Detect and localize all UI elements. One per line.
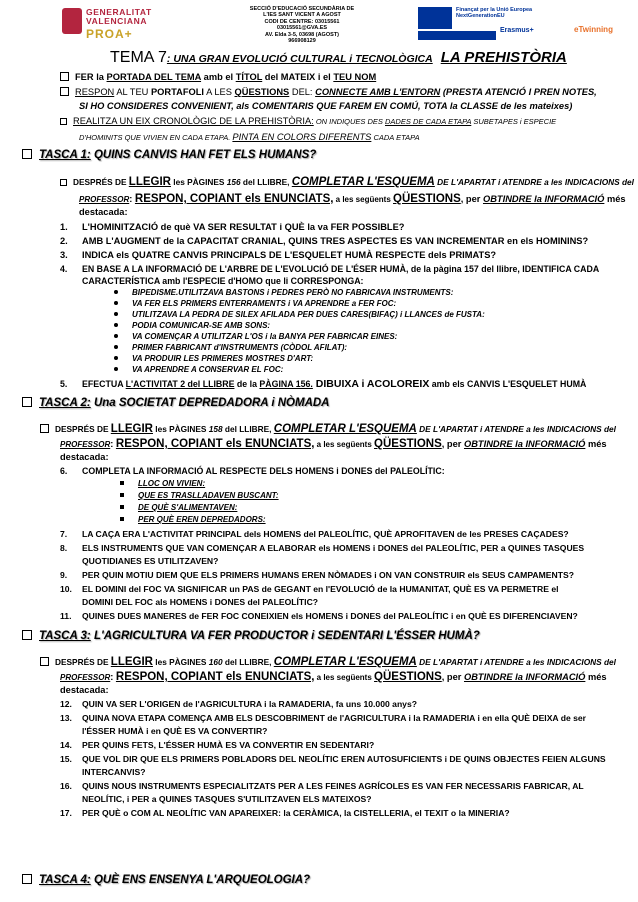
- task-2-instructions-2: PROFESSOR: RESPON, COPIANT els ENUNCIATS, a les següents QÜESTIONS, per OBTINDRE la INFORMACIÓ més: [60, 438, 607, 450]
- page-header: [0, 0, 638, 46]
- list-item: BIPEDISME.UTILITZAVA BASTONS i PEDRES PERÒ NO FABRICAVA INSTRUMENTS:: [114, 288, 453, 298]
- question-14: 14. PER QUINS FETS, L'ÉSSER HUMÀ ES VA CONVERTIR EN SEDENTARI?: [60, 740, 375, 750]
- task-3-heading: TASCA 3: L'AGRICULTURA VA FER PRODUCTOR i SEDENTARI L'ÉSSER HUMÀ?: [22, 630, 480, 642]
- checkbox-icon: [60, 72, 69, 81]
- bullet-icon: [114, 290, 118, 294]
- bullet-icon: [114, 323, 118, 327]
- question-4-line-2: CARACTERÍSTICA amb l'ESPECIE d'HOMO que li CORRESPONGA:: [82, 276, 364, 286]
- generalitat-logo: GENERALITAT VALENCIANA: [86, 7, 152, 26]
- school-info: SECCIÓ D'EDUCACIÓ SECUNDÀRIA DE L'IES SANT VICENT A AGOST CODI DE CENTRE: 03015561 03015561@GVA.ES AV. Elda 3-5, 03698 (AGOST) 966908129: [249, 6, 355, 45]
- intro-line-4: REALITZA UN EIX CRONOLÒGIC DE LA PREHISTÒRIA: ON INDIQUES DES DADES DE CADA ETAPA SUBETAPES i ESPECIE: [60, 115, 556, 128]
- bullet-icon: [114, 301, 118, 305]
- task-1-instructions-2: PROFESSOR: RESPON, COPIANT els ENUNCIATS, a les següents QÜESTIONS, per OBTINDRE la INFORMACIÓ més: [79, 193, 626, 205]
- generalitat-seal-icon: [62, 8, 82, 34]
- checkbox-icon: [22, 149, 32, 159]
- list-item: LLOC ON VIVIEN:: [120, 479, 205, 489]
- task-3-instructions-2: PROFESSOR: RESPON, COPIANT els ENUNCIATS, a les següents QÜESTIONS, per OBTINDRE la INFORMACIÓ més: [60, 671, 607, 683]
- task-3-instructions-3: destacada:: [60, 685, 109, 695]
- bullet-icon: [120, 493, 124, 497]
- checkbox-icon: [40, 657, 49, 666]
- checkbox-icon: [60, 179, 67, 186]
- checkbox-icon: [60, 87, 69, 96]
- question-15-line-2: INTERCANVIS?: [82, 767, 146, 777]
- question-1: 1. L'HOMINITZACIÓ de què VA SER RESULTAT i QUÈ la va FER POSSIBLE?: [60, 222, 405, 232]
- task-1-heading: TASCA 1: QUINS CANVIS HAN FET ELS HUMANS?: [22, 149, 316, 161]
- list-item: VA FER ELS PRIMERS ENTERRAMENTS i VA APRENDRE a FER FOC:: [114, 299, 396, 309]
- intro-line-3: SI HO CONSIDERES CONVENIENT, als COMENTARIS QUE FAREM EN COMÚ, TOTA la CLASSE de les mateixes): [79, 101, 573, 111]
- list-item: PRIMER FABRICANT d'INSTRUMENTS (CÒDOL AFILAT):: [114, 343, 347, 353]
- checkbox-icon: [60, 118, 67, 125]
- task-3-instructions: DESPRÉS DE LLEGIR les PÀGINES 160 del LLIBRE, COMPLETAR L'ESQUEMA DE L'APARTAT i ATENDRE a les INDICACIONS del: [40, 656, 616, 668]
- task-4-heading: TASCA 4: QUÈ ENS ENSENYA L'ARQUEOLOGIA?: [22, 874, 310, 886]
- question-2: 2. AMB L'AUGMENT de la CAPACITAT CRANIAL, QUINS TRES ASPECTES ES VAN INCREMENTAR en els HOMININS?: [60, 236, 589, 246]
- list-item: PODIA COMUNICAR-SE AMB SONS:: [114, 321, 270, 331]
- question-7: 7. LA CAÇA ERA L'ACTIVITAT PRINCIPAL dels HOMENS del PALEOLÍTIC, QUÈ APROFITAVEN de les PRESES CAÇADES?: [60, 529, 569, 539]
- erasmus-logo: Erasmus+: [500, 27, 534, 34]
- bullet-icon: [114, 312, 118, 316]
- list-item: VA COMENÇAR A UTILITZAR L'OS i la BANYA PER FABRICAR EINES:: [114, 332, 397, 342]
- checkbox-icon: [22, 397, 32, 407]
- proa-logo: PROA+: [86, 27, 133, 41]
- intro-line-5: D'HOMINITS QUE VIVIEN EN CADA ETAPA. PINTA EN COLORS DIFERENTS CADA ETAPA: [79, 132, 420, 142]
- task-2-heading: TASCA 2: Una SOCIETAT DEPREDADORA i NÒMADA: [22, 397, 330, 409]
- intro-line-1: FER la PORTADA DEL TEMA amb el TÍTOL del MATEIX i el TEU NOM: [60, 71, 376, 83]
- question-6: 6. COMPLETA LA INFORMACIÓ AL RESPECTE DELS HOMENS i DONES del PALEOLÍTIC:: [60, 466, 445, 476]
- question-8: 8. ELS INSTRUMENTS QUE VAN COMENÇAR A ELABORAR els HOMENS i DONES del PALEOLÍTIC, PER a QUINES TASQUES: [60, 543, 585, 553]
- etwinning-logo: eTwinning: [574, 25, 613, 34]
- question-16: 16. QUINS NOUS INSTRUMENTS ESPECIALITZATS PER A LES FEINES AGRÍCOLES ES VAN FER NECESSARIS FABRICAR, AL: [60, 781, 584, 791]
- erasmus-bar-icon: [418, 31, 496, 40]
- page-title: TEMA 7: UNA GRAN EVOLUCIÓ CULTURAL i TECNOLÒGICA LA PREHISTÒRIA: [110, 49, 567, 66]
- question-12: 12. QUIN VA SER L'ORIGEN de l'AGRICULTURA i la RAMADERIA, fa uns 10.000 anys?: [60, 699, 417, 709]
- question-17: 17. PER QUÈ o COM AL NEOLÍTIC VAN APAREIXER: la CERÀMICA, la CISTELLERIA, el TEXIT o la MINERIA?: [60, 808, 510, 818]
- bullet-icon: [114, 345, 118, 349]
- question-4: 4. EN BASE A LA INFORMACIÓ DE L'ARBRE DE L'EVOLUCIÓ DE L'ÉSER HUMÀ, de la pàgina 157 del llibre, IDENTIFICA CADA: [60, 264, 600, 274]
- question-8-line-2: QUOTIDIANES ES UTILITZAVEN?: [82, 556, 219, 566]
- eu-flag-icon: [418, 7, 452, 29]
- question-5: 5. EFECTUA L'ACTIVITAT 2 del LLIBRE de la PÀGINA 156. DIBUIXA i ACOLOREIX amb els CANVIS L'ESQUELET HUMÀ: [60, 378, 587, 390]
- question-13: 13. QUINA NOVA ETAPA COMENÇA AMB ELS DESCOBRIMENT de l'AGRICULTURA i la RAMADERIA i en ella QUÈ DEIXA de ser: [60, 713, 587, 723]
- question-9: 9. PER QUIN MOTIU DIEM QUE ELS PRIMERS HUMANS EREN NÒMADES i ON VAN CONSTRUIR els SEUS CAMPAMENTS?: [60, 570, 574, 580]
- question-3: 3. INDICA els QUATRE CANVIS PRINCIPALS DE L'ESQUELET HUMÀ RESPECTE dels PRIMATS?: [60, 250, 497, 260]
- question-15: 15. QUE VOL DIR QUE ELS PRIMERS POBLADORS DEL NEOLÍTIC EREN AUTOSUFICIENTS i DE QUINS OBJECTES FEIEN ALGUNS: [60, 754, 606, 764]
- question-16-line-2: NEOLÍTIC, i PER a QUINES TASQUES S'UTILITZAVEN ELS MATEIXOS?: [82, 794, 372, 804]
- question-10: 10. EL DOMINI del FOC VA SIGNIFICAR un PAS de GEGANT en l'EVOLUCIÓ de la HUMANITAT, QUÈ ES VA PERMETRE el: [60, 584, 559, 594]
- checkbox-icon: [22, 630, 32, 640]
- bullet-icon: [114, 334, 118, 338]
- intro-line-2: RESPON AL TEU PORTAFOLI A LES QÜESTIONS DEL: CONNECTE AMB L'ENTORN (PRESTA ATENCIÓ I PREN NOTES,: [60, 86, 597, 98]
- question-13-line-2: l'ÉSSER HUMÀ i en QUÈ ES VA CONVERTIR?: [82, 726, 268, 736]
- task-2-instructions: DESPRÉS DE LLEGIR les PÀGINES 158 del LLIBRE, COMPLETAR L'ESQUEMA DE L'APARTAT i ATENDRE a les INDICACIONS del: [40, 423, 616, 435]
- question-10-line-2: DOMINI DEL FOC als HOMENS i DONES del PALEOLÍTIC?: [82, 597, 319, 607]
- list-item: PER QUÈ EREN DEPREDADORS:: [120, 515, 266, 525]
- list-item: QUE ES TRASLLADAVEN BUSCANT:: [120, 491, 279, 501]
- bullet-icon: [120, 481, 124, 485]
- list-item: DE QUÈ S'ALIMENTAVEN:: [120, 503, 237, 513]
- bullet-icon: [114, 367, 118, 371]
- bullet-icon: [114, 356, 118, 360]
- question-11: 11. QUINES DUES MANERES de FER FOC CONEIXIEN els HOMENS i DONES del PALEOLÍTIC i en QUÈ ES DIFERENCIAVEN?: [60, 611, 578, 621]
- list-item: VA APRENDRE A CONSERVAR EL FOC:: [114, 365, 283, 375]
- bullet-icon: [120, 517, 124, 521]
- task-1-instructions-3: destacada:: [79, 207, 128, 217]
- task-2-instructions-3: destacada:: [60, 452, 109, 462]
- checkbox-icon: [22, 874, 32, 884]
- list-item: VA PRODUIR LES PRIMERES MOSTRES D'ART:: [114, 354, 313, 364]
- bullet-icon: [120, 505, 124, 509]
- checkbox-icon: [40, 424, 49, 433]
- eu-funding-text: Finançat per la Unió Europea NextGenerationEU: [456, 7, 533, 19]
- list-item: UTILITZAVA LA PEDRA DE SILEX AFILADA PER DUES CARES(BIFAÇ) i LLANCES de FUSTA:: [114, 310, 485, 320]
- task-1-instructions: DESPRÉS DE LLEGIR les PÀGINES 156 del LLIBRE, COMPLETAR L'ESQUEMA DE L'APARTAT i ATENDRE a les INDICACIONS del: [60, 176, 634, 188]
